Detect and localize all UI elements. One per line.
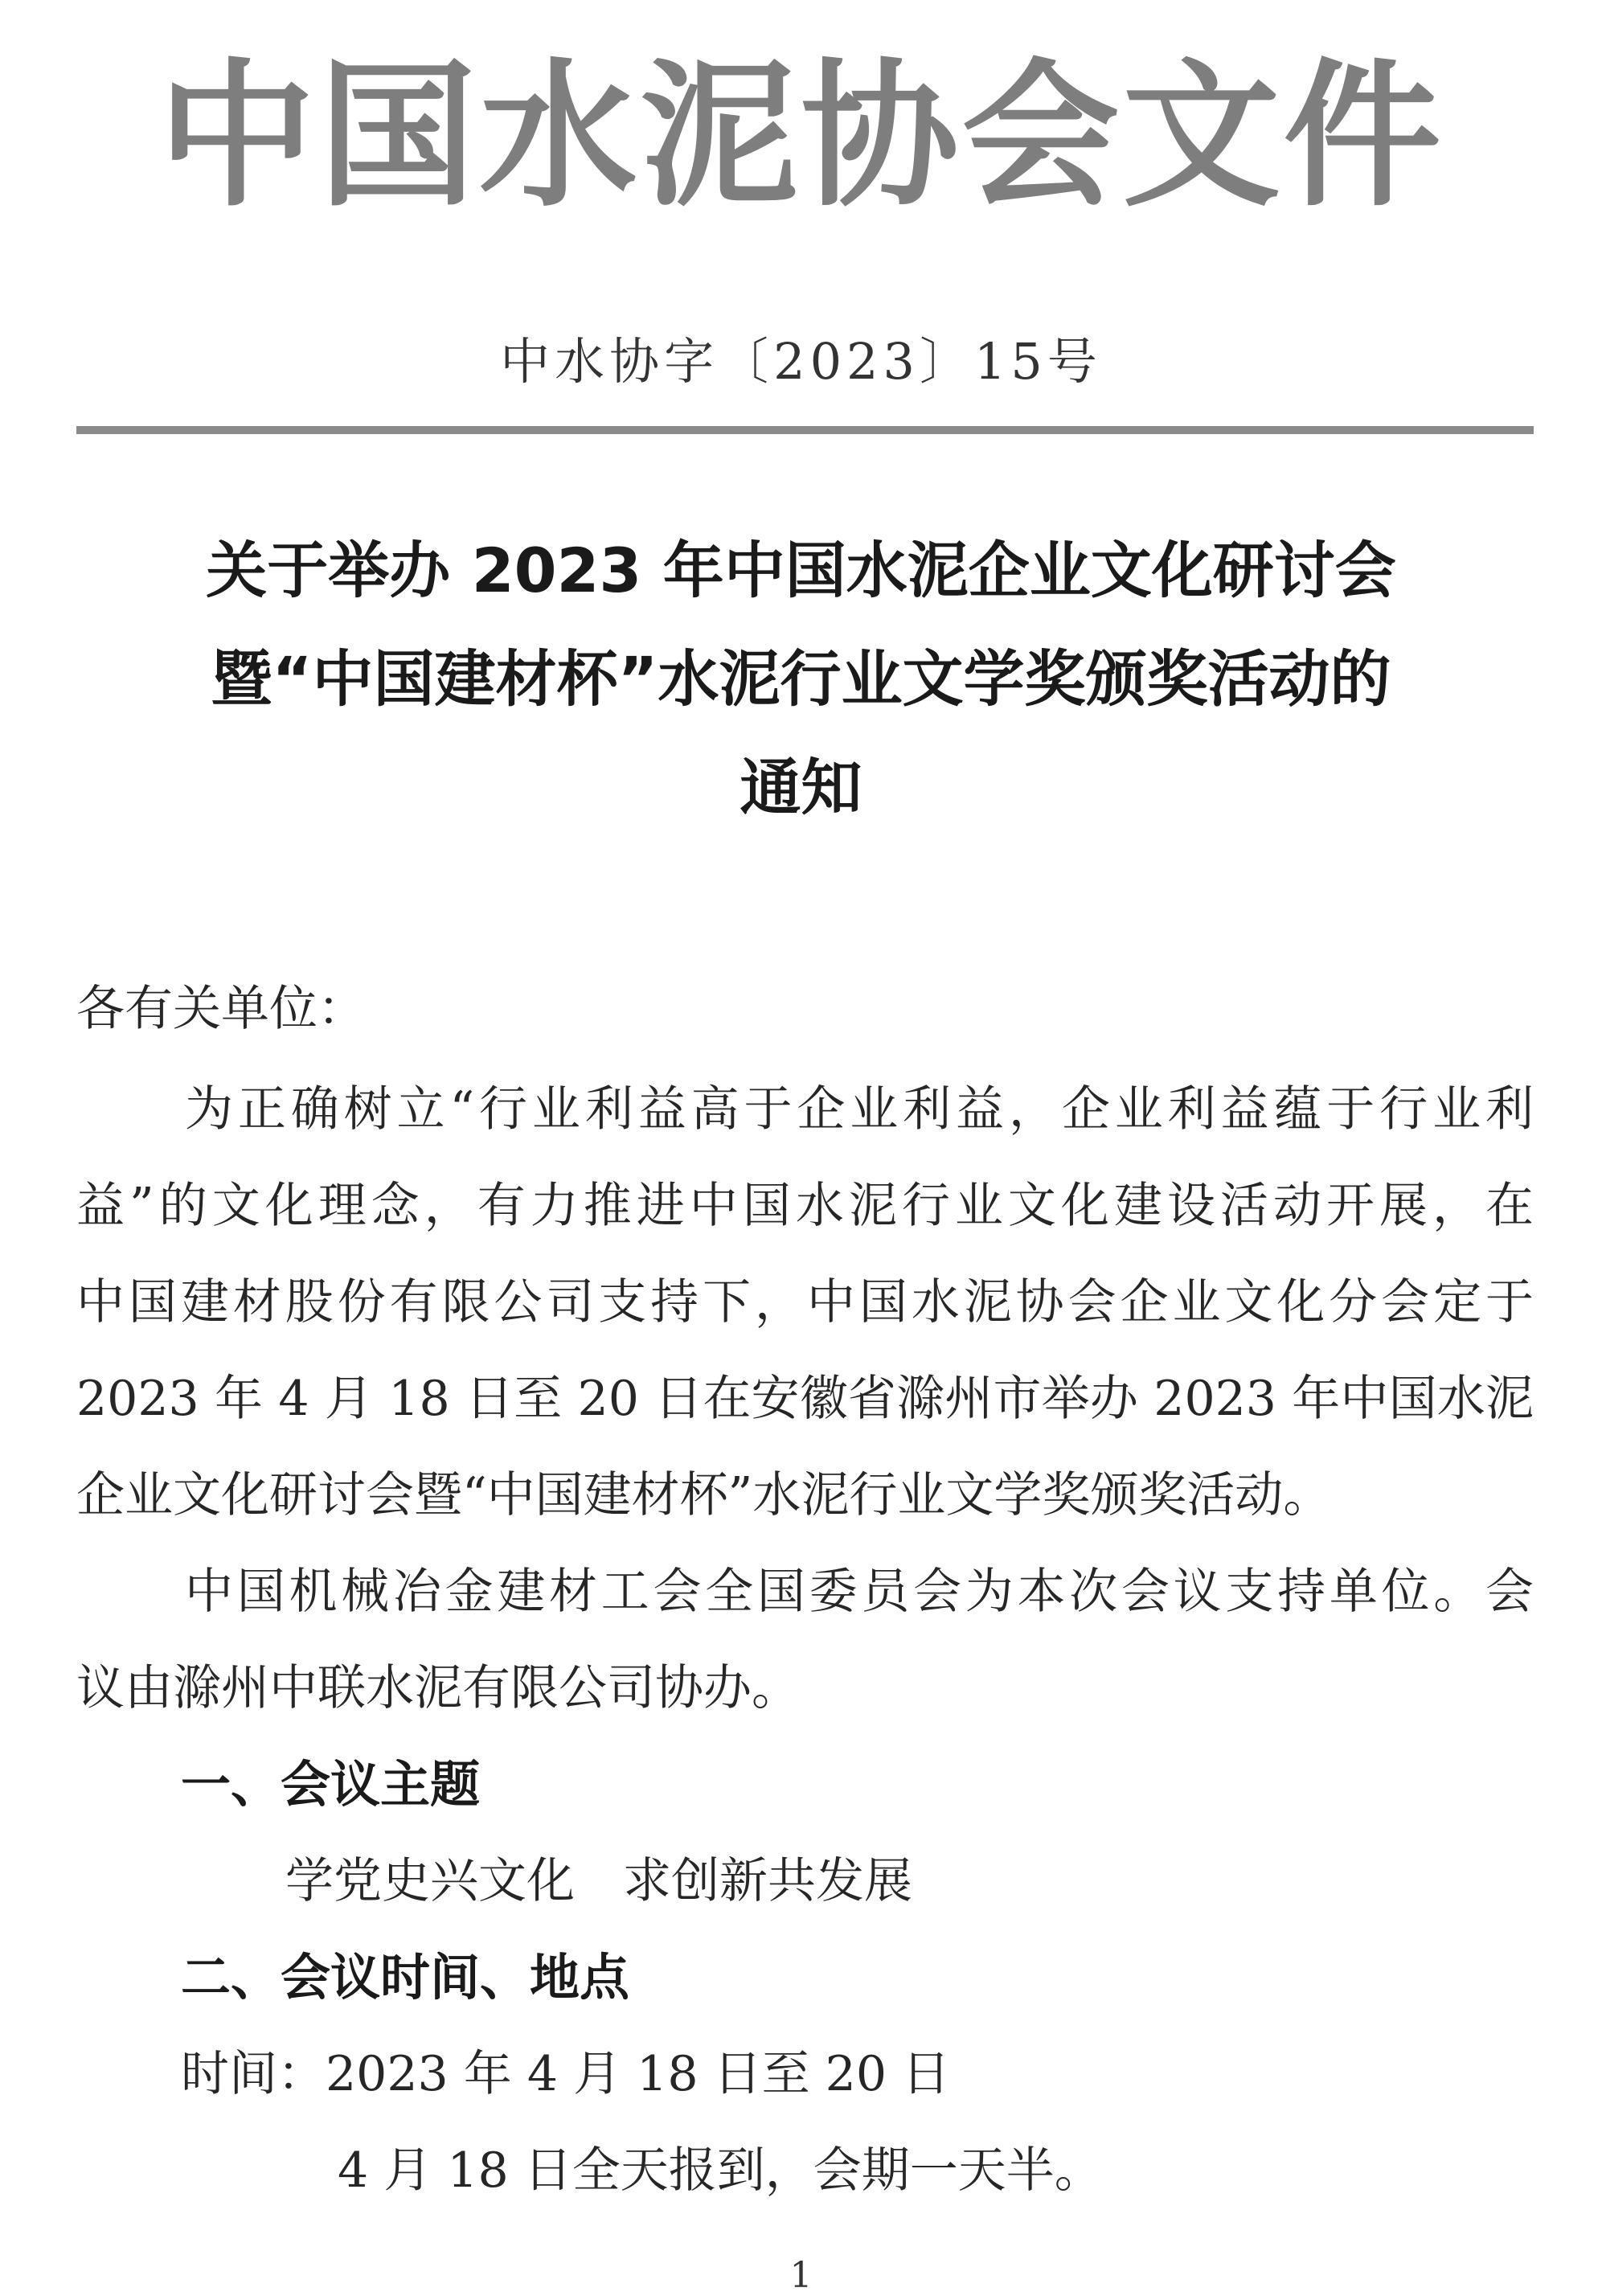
paragraph1-line-5: 企业文化研讨会暨“中国建材杯”水泥行业文学奖颁奖活动。 — [76, 1467, 1332, 1523]
paragraph1-line-4: 2023 年 4 月 18 日至 20 日在安徽省滁州市举办 2023 年中国水泥 — [76, 1371, 1534, 1427]
document-masthead: 中国水泥协会文件 — [158, 45, 1444, 228]
section1-content: 学党史兴文化 求创新共发展 — [285, 1853, 912, 1909]
document-number: 中水协字〔2023〕15号 — [500, 332, 1102, 391]
title-line-1: 关于举办 2023 年中国水泥企业文化研讨会 — [206, 535, 1396, 606]
section2-heading: 二、会议时间、地点 — [181, 1948, 630, 2007]
meeting-time: 时间：2023 年 4 月 18 日至 20 日 — [181, 2046, 951, 2102]
paragraph1-line-3: 中国建材股份有限公司支持下，中国水泥协会企业文化分会定于 — [76, 1274, 1534, 1330]
section1-heading: 一、会议主题 — [181, 1755, 481, 1814]
paragraph2-line-1: 中国机械冶金建材工会全国委员会为本次会议支持单位。会 — [185, 1564, 1534, 1620]
page-number: 1 — [789, 2255, 813, 2296]
salutation: 各有关单位： — [76, 981, 366, 1037]
header-divider — [76, 426, 1534, 434]
paragraph1-line-2: 益”的文化理念，有力推进中国水泥行业文化建设活动开展，在 — [76, 1178, 1534, 1234]
paragraph1-line-1: 为正确树立“行业利益高于企业利益，企业利益蕴于行业利 — [185, 1081, 1534, 1138]
title-line-3: 通知 — [740, 752, 862, 823]
paragraph2-line-2: 议由滁州中联水泥有限公司协办。 — [76, 1660, 800, 1716]
title-line-2: 暨“中国建材杯”水泥行业文学奖颁奖活动的 — [211, 643, 1391, 715]
meeting-time-note: 4 月 18 日全天报到，会期一天半。 — [338, 2142, 1103, 2199]
